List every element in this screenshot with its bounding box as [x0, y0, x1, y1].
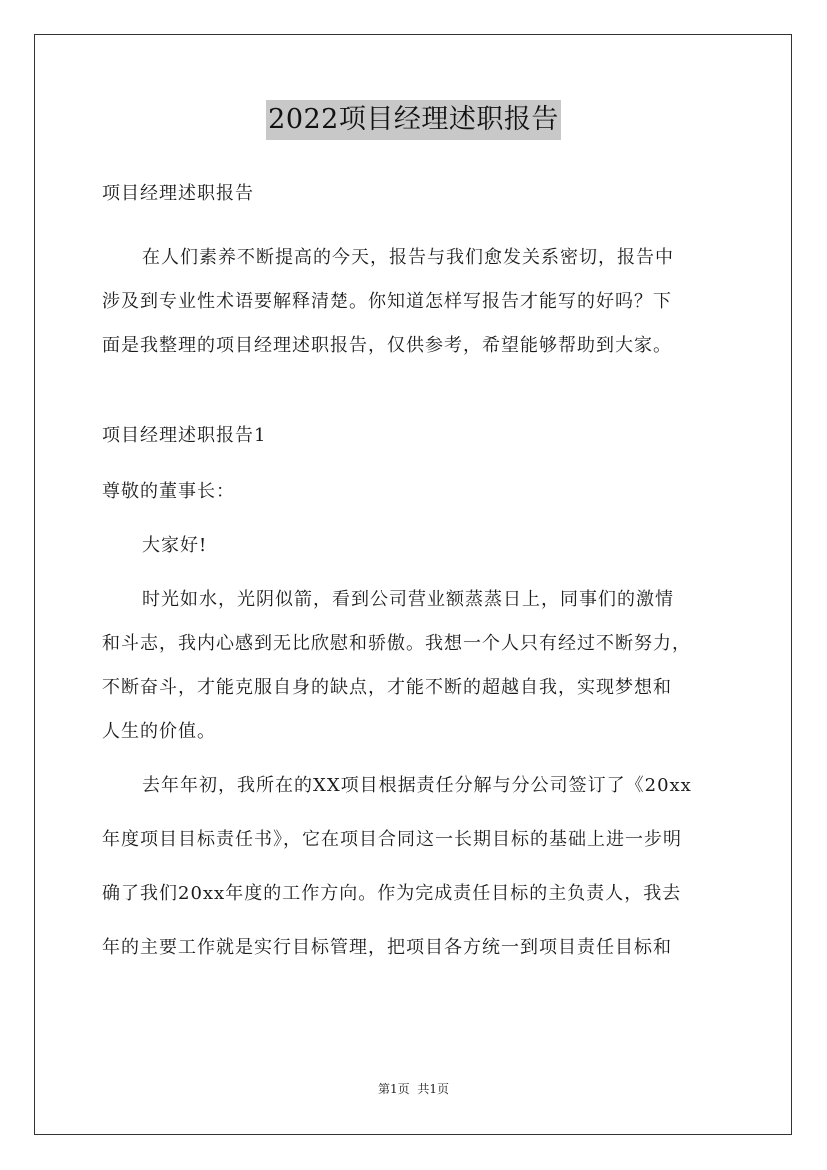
greeting: 大家好! [142, 535, 208, 556]
document-title: 2022项目经理述职报告 [266, 100, 561, 140]
intro-line: 涉及到专业性术语要解释清楚。你知道怎样写报告才能写的好吗？下 [102, 291, 672, 312]
paragraph-line: 和斗志，我内心感到无比欣慰和骄傲。我想一个人只有经过不断努力， [102, 633, 691, 654]
intro-paragraph [102, 240, 730, 372]
intro-line: 在人们素养不断提高的今天，报告与我们愈发关系密切，报告中 [142, 247, 674, 268]
section-heading: 项目经理述职报告1 [102, 425, 267, 446]
paragraph-line: 年度项目目标责任书》，它在项目合同这一长期目标的基础上进一步明 [102, 829, 682, 850]
paragraph-line: 时光如水，光阴似箭，看到公司营业额蒸蒸日上，同事们的激情 [142, 589, 674, 610]
title-container [0, 100, 827, 140]
paragraph-line: 人生的价值。 [102, 721, 216, 742]
body-paragraph-1 [102, 582, 730, 768]
paragraph-line: 去年年初，我所在的XX项目根据责任分解与分公司签订了《20xx [142, 775, 692, 796]
intro-line: 面是我整理的项目经理述职报告，仅供参考，希望能够帮助到大家。 [102, 335, 672, 356]
salutation: 尊敬的董事长： [102, 481, 235, 502]
paragraph-line: 确了我们20xx年度的工作方向。作为完成责任目标的主负责人，我去 [102, 883, 682, 904]
paragraph-line: 不断奋斗，才能克服自身的缺点，才能不断的超越自我，实现梦想和 [102, 677, 672, 698]
document-body [102, 176, 730, 984]
page-number: 第1页 [377, 1082, 410, 1096]
document-subtitle: 项目经理述职报告 [102, 183, 254, 204]
body-paragraph-2 [102, 768, 730, 984]
page-total: 共1页 [417, 1082, 450, 1096]
paragraph-line: 年的主要工作就是实行目标管理，把项目各方统一到项目责任目标和 [102, 937, 672, 958]
page-footer [0, 1080, 827, 1097]
